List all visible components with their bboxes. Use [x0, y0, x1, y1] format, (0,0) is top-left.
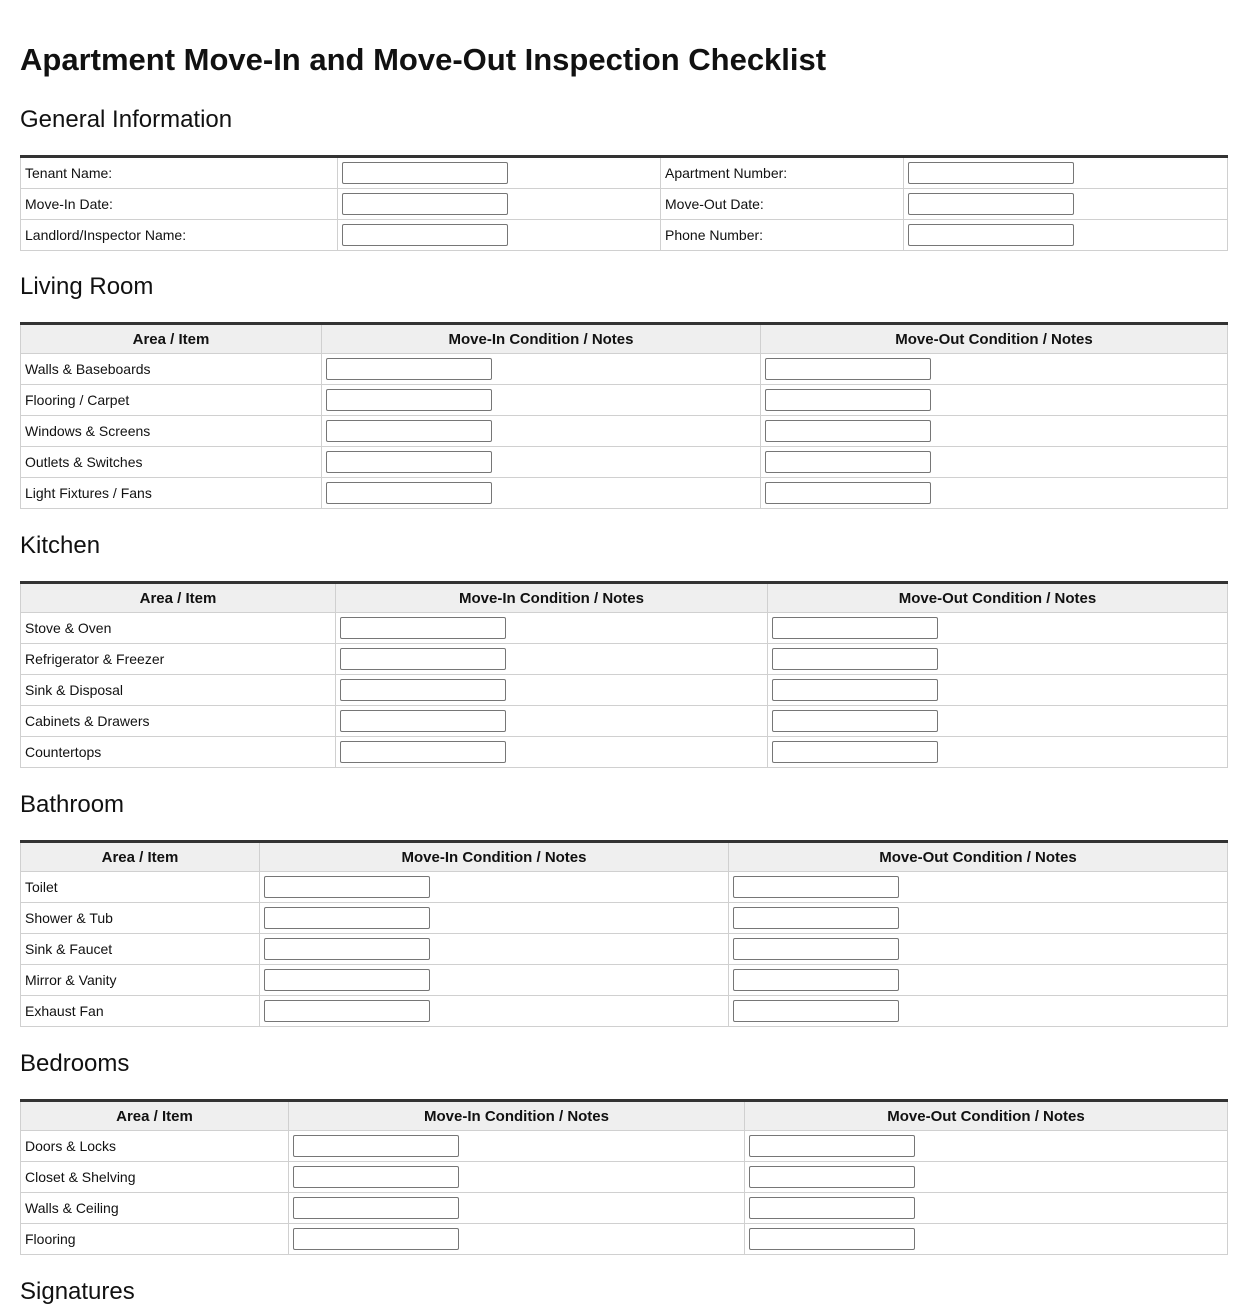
area-column-header: Area / Item: [21, 583, 336, 613]
move-in-notes-input[interactable]: [340, 679, 506, 701]
move-out-notes-input[interactable]: [772, 679, 938, 701]
move-in-column-header: Move-In Condition / Notes: [289, 1101, 745, 1131]
move-out-notes-cell: [761, 354, 1228, 385]
move-in-notes-cell: [260, 903, 729, 934]
living-room-heading: Living Room: [20, 273, 154, 300]
bedrooms-table: [20, 1099, 1228, 1255]
move-out-notes-input[interactable]: [772, 710, 938, 732]
move-in-notes-input[interactable]: [340, 741, 506, 763]
move-out-notes-cell: [768, 644, 1228, 675]
table-row: [21, 996, 1228, 1027]
move-out-date-cell: [904, 189, 1228, 220]
table-row: [21, 385, 1228, 416]
item-label: Flooring / Carpet: [21, 385, 322, 416]
move-out-notes-cell: [768, 706, 1228, 737]
move-out-date-input[interactable]: [908, 193, 1074, 215]
room-sections: [20, 272, 1227, 1255]
table-row: [21, 934, 1228, 965]
move-out-notes-input[interactable]: [765, 482, 931, 504]
item-label: Toilet: [21, 872, 260, 903]
move-in-notes-cell: [322, 478, 761, 509]
kitchen-header-row: [21, 583, 1228, 613]
move-out-notes-input[interactable]: [772, 741, 938, 763]
move-in-notes-input[interactable]: [293, 1228, 459, 1250]
table-row: [21, 706, 1228, 737]
move-in-notes-input[interactable]: [293, 1197, 459, 1219]
general-info-table: [20, 155, 1228, 251]
area-column-header: Area / Item: [21, 1101, 289, 1131]
move-out-notes-input[interactable]: [772, 617, 938, 639]
move-in-notes-cell: [260, 965, 729, 996]
move-out-notes-cell: [768, 675, 1228, 706]
phone-number-cell: [904, 220, 1228, 251]
move-out-column-header: Move-Out Condition / Notes: [768, 583, 1228, 613]
move-out-notes-input[interactable]: [749, 1166, 915, 1188]
move-in-notes-cell: [336, 737, 768, 768]
move-in-notes-cell: [289, 1162, 745, 1193]
move-in-notes-input[interactable]: [326, 389, 492, 411]
move-out-column-header: Move-Out Condition / Notes: [745, 1101, 1228, 1131]
move-out-notes-cell: [761, 416, 1228, 447]
move-in-notes-cell: [289, 1224, 745, 1255]
bathroom-table: [20, 840, 1228, 1027]
move-out-notes-input[interactable]: [749, 1228, 915, 1250]
page-title: Apartment Move-In and Move-Out Inspection Checklist: [20, 42, 827, 77]
move-out-notes-cell: [761, 385, 1228, 416]
table-row: [21, 737, 1228, 768]
move-out-notes-input[interactable]: [765, 451, 931, 473]
move-in-date-input[interactable]: [342, 193, 508, 215]
table-row: [21, 1131, 1228, 1162]
table-row: [21, 965, 1228, 996]
item-label: Outlets & Switches: [21, 447, 322, 478]
move-in-notes-cell: [322, 354, 761, 385]
kitchen-heading: Kitchen: [20, 532, 101, 559]
apartment-number-cell: [904, 157, 1228, 189]
move-out-date-label: Move-Out Date:: [661, 189, 904, 220]
item-label: Sink & Disposal: [21, 675, 336, 706]
move-out-notes-input[interactable]: [733, 1000, 899, 1022]
general-info-heading: General Information: [20, 106, 233, 133]
general-row-dates: [21, 189, 1228, 220]
move-in-notes-cell: [322, 385, 761, 416]
move-out-column-header: Move-Out Condition / Notes: [761, 324, 1228, 354]
move-in-notes-input[interactable]: [340, 710, 506, 732]
move-in-notes-cell: [336, 613, 768, 644]
move-out-notes-input[interactable]: [733, 969, 899, 991]
move-out-notes-input[interactable]: [765, 389, 931, 411]
move-in-notes-cell: [289, 1131, 745, 1162]
move-out-notes-input[interactable]: [749, 1197, 915, 1219]
table-row: [21, 1162, 1228, 1193]
bathroom-heading: Bathroom: [20, 791, 125, 818]
table-row: [21, 675, 1228, 706]
item-label: Exhaust Fan: [21, 996, 260, 1027]
move-in-notes-input[interactable]: [326, 482, 492, 504]
item-label: Mirror & Vanity: [21, 965, 260, 996]
apartment-number-label: Apartment Number:: [661, 157, 904, 189]
move-in-notes-cell: [322, 447, 761, 478]
area-column-header: Area / Item: [21, 842, 260, 872]
table-row: [21, 416, 1228, 447]
move-out-notes-cell: [729, 903, 1228, 934]
move-out-notes-cell: [729, 934, 1228, 965]
move-in-notes-input[interactable]: [340, 617, 506, 639]
move-out-notes-cell: [761, 447, 1228, 478]
move-out-column-header: Move-Out Condition / Notes: [729, 842, 1228, 872]
move-out-notes-cell: [768, 613, 1228, 644]
move-in-notes-input[interactable]: [326, 451, 492, 473]
tenant-name-cell: [338, 157, 661, 189]
bedrooms-heading: Bedrooms: [20, 1050, 130, 1077]
living-room-table: [20, 322, 1228, 509]
move-out-notes-input[interactable]: [749, 1135, 915, 1157]
move-out-notes-cell: [729, 965, 1228, 996]
move-in-notes-input[interactable]: [264, 876, 430, 898]
move-out-notes-input[interactable]: [733, 938, 899, 960]
move-out-notes-cell: [729, 872, 1228, 903]
move-in-notes-input[interactable]: [293, 1135, 459, 1157]
move-out-notes-input[interactable]: [772, 648, 938, 670]
tenant-name-input[interactable]: [342, 162, 508, 184]
table-row: [21, 903, 1228, 934]
item-label: Refrigerator & Freezer: [21, 644, 336, 675]
move-in-column-header: Move-In Condition / Notes: [322, 324, 761, 354]
move-out-notes-cell: [745, 1193, 1228, 1224]
tenant-name-label: Tenant Name:: [21, 157, 338, 189]
table-row: [21, 872, 1228, 903]
table-row: [21, 354, 1228, 385]
move-out-notes-cell: [745, 1224, 1228, 1255]
bedrooms-header-row: [21, 1101, 1228, 1131]
living-room-header-row: [21, 324, 1228, 354]
table-row: [21, 1224, 1228, 1255]
move-in-column-header: Move-In Condition / Notes: [260, 842, 729, 872]
move-out-notes-cell: [761, 478, 1228, 509]
item-label: Flooring: [21, 1224, 289, 1255]
move-in-date-cell: [338, 189, 661, 220]
apartment-number-input[interactable]: [908, 162, 1074, 184]
landlord-name-input[interactable]: [342, 224, 508, 246]
item-label: Cabinets & Drawers: [21, 706, 336, 737]
item-label: Windows & Screens: [21, 416, 322, 447]
landlord-name-label: Landlord/Inspector Name:: [21, 220, 338, 251]
move-out-notes-input[interactable]: [733, 876, 899, 898]
move-out-notes-cell: [729, 996, 1228, 1027]
move-in-notes-cell: [260, 996, 729, 1027]
item-label: Shower & Tub: [21, 903, 260, 934]
move-in-notes-input[interactable]: [264, 938, 430, 960]
item-label: Stove & Oven: [21, 613, 336, 644]
table-row: [21, 1193, 1228, 1224]
move-in-notes-cell: [336, 644, 768, 675]
move-in-notes-cell: [336, 706, 768, 737]
move-in-notes-cell: [260, 934, 729, 965]
move-out-notes-input[interactable]: [765, 420, 931, 442]
kitchen-table: [20, 581, 1228, 768]
item-label: Walls & Baseboards: [21, 354, 322, 385]
landlord-name-cell: [338, 220, 661, 251]
item-label: Light Fixtures / Fans: [21, 478, 322, 509]
move-out-notes-input[interactable]: [733, 907, 899, 929]
move-in-notes-cell: [336, 675, 768, 706]
area-column-header: Area / Item: [21, 324, 322, 354]
move-in-notes-input[interactable]: [293, 1166, 459, 1188]
move-in-notes-cell: [289, 1193, 745, 1224]
table-row: [21, 478, 1228, 509]
table-row: [21, 644, 1228, 675]
general-row-tenant: [21, 157, 1228, 189]
move-in-notes-input[interactable]: [264, 907, 430, 929]
table-row: [21, 613, 1228, 644]
move-in-notes-input[interactable]: [264, 1000, 430, 1022]
move-out-notes-cell: [745, 1131, 1228, 1162]
move-in-notes-input[interactable]: [326, 420, 492, 442]
move-in-notes-cell: [322, 416, 761, 447]
move-out-notes-cell: [768, 737, 1228, 768]
item-label: Doors & Locks: [21, 1131, 289, 1162]
item-label: Sink & Faucet: [21, 934, 260, 965]
signatures-heading: Signatures: [20, 1278, 135, 1305]
phone-number-input[interactable]: [908, 224, 1074, 246]
item-label: Closet & Shelving: [21, 1162, 289, 1193]
item-label: Walls & Ceiling: [21, 1193, 289, 1224]
general-row-contact: [21, 220, 1228, 251]
move-in-notes-input[interactable]: [340, 648, 506, 670]
move-in-notes-input[interactable]: [326, 358, 492, 380]
move-in-notes-input[interactable]: [264, 969, 430, 991]
move-out-notes-cell: [745, 1162, 1228, 1193]
table-row: [21, 447, 1228, 478]
phone-number-label: Phone Number:: [661, 220, 904, 251]
move-out-notes-input[interactable]: [765, 358, 931, 380]
item-label: Countertops: [21, 737, 336, 768]
move-in-column-header: Move-In Condition / Notes: [336, 583, 768, 613]
bathroom-header-row: [21, 842, 1228, 872]
move-in-notes-cell: [260, 872, 729, 903]
move-in-date-label: Move-In Date:: [21, 189, 338, 220]
